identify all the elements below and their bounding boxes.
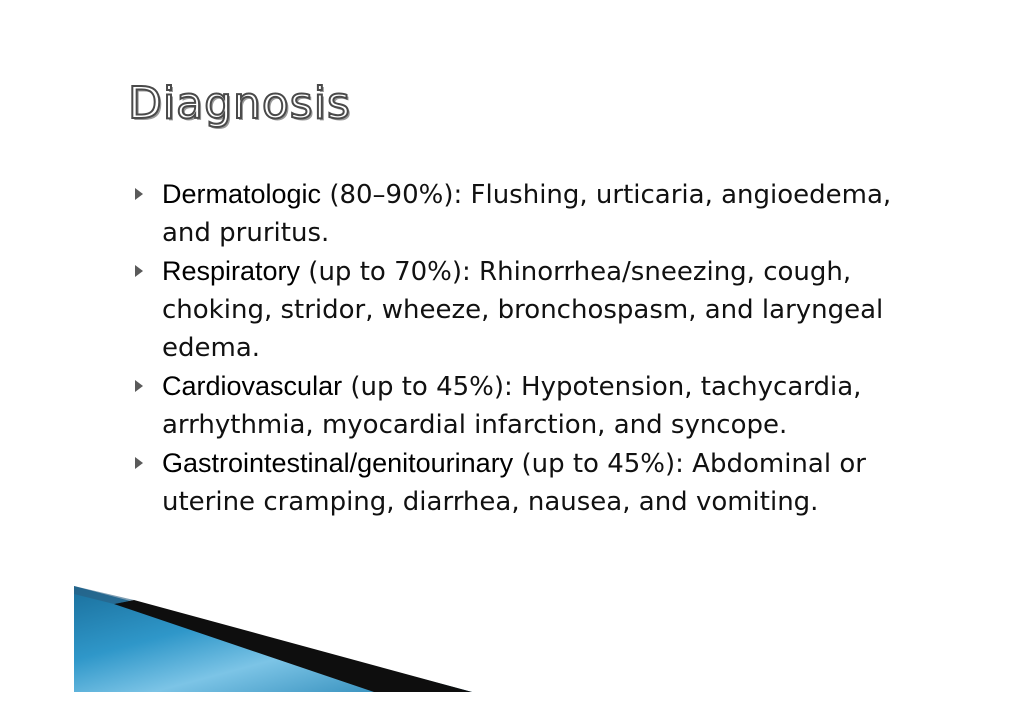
slide-title: Diagnosis bbox=[128, 78, 351, 129]
triangle-right-icon bbox=[135, 367, 147, 405]
bullet-term: Respiratory bbox=[162, 256, 301, 286]
bullet-item-gastrointestinal bbox=[135, 444, 935, 521]
bullet-text: (up to 45%): Hypotension, tachycardia, arrhythmia, myocardial infarction, and syncope. bbox=[162, 372, 862, 440]
bullet-text: (up to 45%): Abdominal or uterine cramping, diarrhea, nausea, and vomiting. bbox=[162, 449, 866, 517]
bullet-item-cardiovascular bbox=[135, 367, 935, 444]
triangle-right-icon bbox=[135, 252, 147, 290]
bullet-text: (80–90%): Flushing, urticaria, angioedema, and pruritus. bbox=[162, 180, 892, 248]
bullet-text: (up to 70%): Rhinorrhea/sneezing, cough, choking, stridor, wheeze, bronchospasm, and laryngeal edema. bbox=[162, 257, 884, 363]
corner-decoration bbox=[74, 586, 472, 692]
triangle-right-icon bbox=[135, 175, 147, 213]
bullet-term: Cardiovascular bbox=[162, 371, 343, 401]
bullet-term: Dermatologic bbox=[162, 179, 322, 209]
triangle-right-icon bbox=[135, 444, 147, 482]
bullet-item-respiratory bbox=[135, 252, 935, 367]
bullet-item-dermatologic bbox=[135, 175, 935, 252]
bullet-list bbox=[135, 175, 935, 521]
bullet-term: Gastrointestinal/genitourinary bbox=[162, 448, 514, 478]
